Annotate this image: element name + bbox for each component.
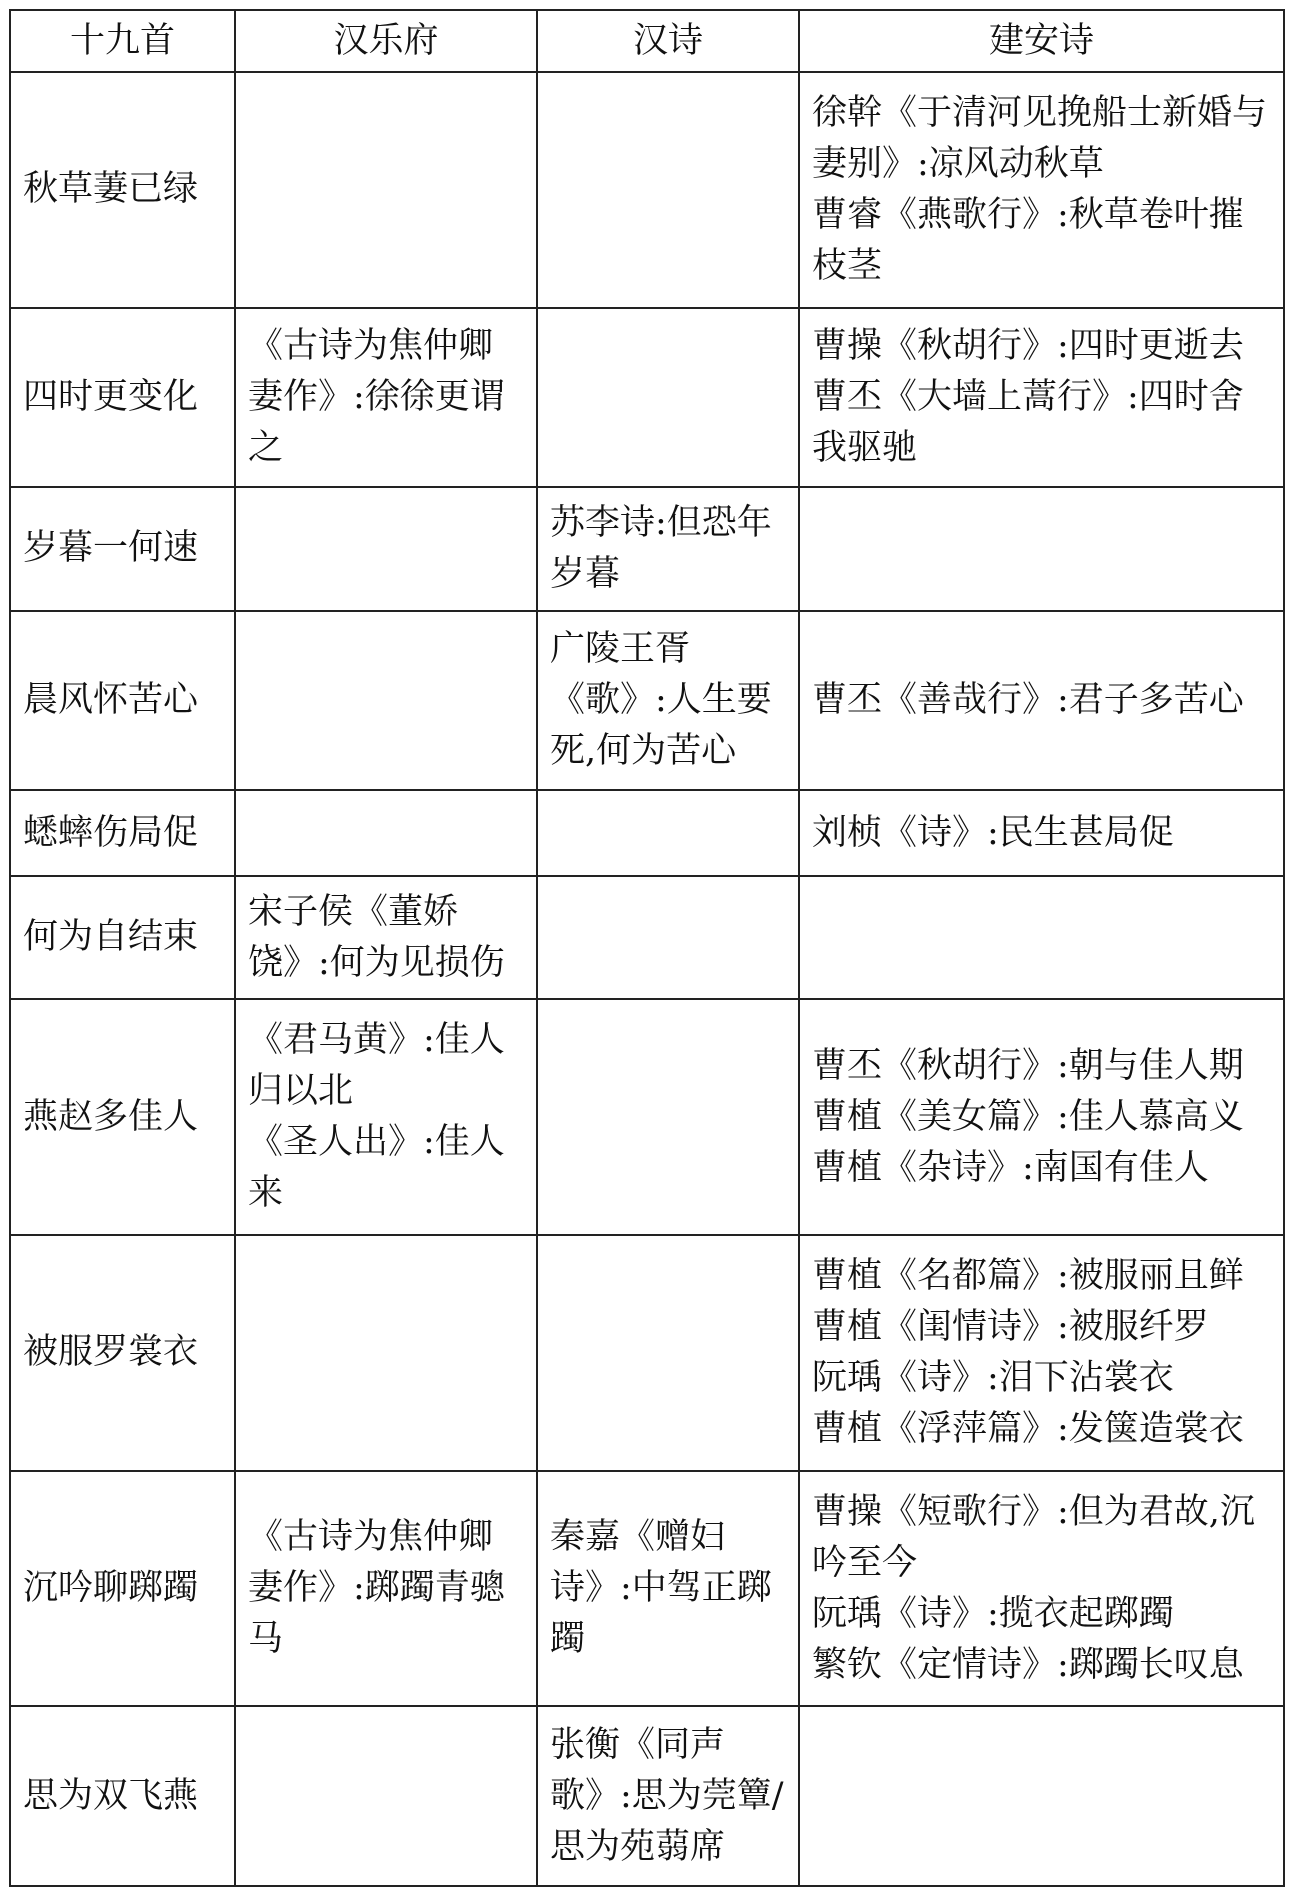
citation-line: 曹操《秋胡行》:四时更逝去 [812, 325, 1244, 366]
phrase-cell: 思为双飞燕 [10, 1706, 235, 1886]
yuefu-cell [235, 1471, 537, 1707]
citation-line: 《古诗为焦仲卿妻作》:徐徐更谓之 [248, 325, 505, 468]
phrase-cell: 蟋蟀伤局促 [10, 790, 235, 876]
hanshi-cell [537, 876, 799, 999]
citation-line: 广陵王胥《歌》:人生要死,何为苦心 [550, 628, 772, 771]
citation-line: 张衡《同声歌》:思为莞簟/思为苑蒻席 [550, 1724, 784, 1867]
table-row [10, 790, 1284, 876]
phrase-cell: 秋草萋已绿 [10, 72, 235, 308]
header-cell-jianan: 建安诗 [799, 10, 1284, 72]
hanshi-cell [537, 1706, 799, 1886]
jianan-cell [799, 611, 1284, 791]
hanshi-cell [537, 611, 799, 791]
phrase-cell: 岁暮一何速 [10, 487, 235, 610]
header-cell-hanshi: 汉诗 [537, 10, 799, 72]
citation-line: 曹丕《善哉行》:君子多苦心 [812, 679, 1244, 720]
table-row [10, 876, 1284, 999]
jianan-cell [799, 1235, 1284, 1471]
table-body [10, 72, 1284, 1886]
citation-line: 苏李诗:但恐年岁暮 [550, 502, 772, 594]
citation-line: 《圣人出》:佳人来 [248, 1122, 505, 1214]
hanshi-cell [537, 790, 799, 876]
jianan-cell [799, 308, 1284, 488]
hanshi-cell [537, 487, 799, 610]
yuefu-cell [235, 308, 537, 488]
jianan-cell [799, 72, 1284, 308]
jianan-cell [799, 1471, 1284, 1707]
phrase-cell: 燕赵多佳人 [10, 999, 235, 1235]
table-row [10, 611, 1284, 791]
citation-line: 《古诗为焦仲卿妻作》:踯躅青骢马 [248, 1517, 505, 1660]
jianan-cell [799, 1706, 1284, 1886]
phrase-cell: 晨风怀苦心 [10, 611, 235, 791]
table-row [10, 1235, 1284, 1471]
hanshi-cell [537, 1235, 799, 1471]
jianan-cell [799, 487, 1284, 610]
hanshi-cell [537, 999, 799, 1235]
citation-line: 繁钦《定情诗》:踯躅长叹息 [812, 1644, 1244, 1685]
hanshi-cell [537, 308, 799, 488]
citation-line: 阮瑀《诗》:泪下沾裳衣 [812, 1357, 1174, 1398]
yuefu-cell [235, 72, 537, 308]
jianan-cell [799, 876, 1284, 999]
citation-line: 曹植《名都篇》:被服丽且鲜 [812, 1255, 1244, 1296]
table-row [10, 1706, 1284, 1886]
jianan-cell [799, 999, 1284, 1235]
citation-line: 《君马黄》:佳人归以北 [248, 1020, 505, 1112]
hanshi-cell [537, 72, 799, 308]
citation-line: 曹植《浮萍篇》:发箧造裳衣 [812, 1408, 1244, 1449]
citation-line: 徐幹《于清河见挽船士新婚与妻别》:凉风动秋草 [812, 92, 1268, 184]
phrase-cell: 四时更变化 [10, 308, 235, 488]
table-row [10, 487, 1284, 610]
citation-line: 曹操《短歌行》:但为君故,沉吟至今 [812, 1491, 1255, 1583]
citation-line: 秦嘉《赠妇诗》:中驾正踯躅 [550, 1517, 772, 1660]
phrase-cell: 被服罗裳衣 [10, 1235, 235, 1471]
jianan-cell [799, 790, 1284, 876]
yuefu-cell [235, 487, 537, 610]
yuefu-cell [235, 876, 537, 999]
yuefu-cell [235, 1706, 537, 1886]
citation-line: 曹丕《大墙上蒿行》:四时舍我驱驰 [812, 376, 1244, 468]
yuefu-cell [235, 999, 537, 1235]
header-cell-hanyuefu: 汉乐府 [235, 10, 537, 72]
citation-line: 曹睿《燕歌行》:秋草卷叶摧枝茎 [812, 194, 1244, 286]
comparison-table [9, 9, 1285, 1887]
table-row [10, 999, 1284, 1235]
phrase-cell: 沉吟聊踯躅 [10, 1471, 235, 1707]
yuefu-cell [235, 1235, 537, 1471]
citation-line: 刘桢《诗》:民生甚局促 [812, 812, 1174, 853]
citation-line: 曹丕《秋胡行》:朝与佳人期 [812, 1045, 1244, 1086]
hanshi-cell [537, 1471, 799, 1707]
citation-line: 曹植《闺情诗》:被服纤罗 [812, 1306, 1209, 1347]
citation-line: 宋子侯《董娇饶》:何为见损伤 [248, 891, 505, 983]
citation-line: 曹植《杂诗》:南国有佳人 [812, 1147, 1209, 1188]
citation-line: 阮瑀《诗》:揽衣起踯躅 [812, 1593, 1174, 1634]
yuefu-cell [235, 790, 537, 876]
header-cell-shijiushou: 十九首 [10, 10, 235, 72]
table-row [10, 308, 1284, 488]
header-row [10, 10, 1284, 72]
yuefu-cell [235, 611, 537, 791]
table-row [10, 72, 1284, 308]
phrase-cell: 何为自结束 [10, 876, 235, 999]
table-row [10, 1471, 1284, 1707]
citation-line: 曹植《美女篇》:佳人慕高义 [812, 1096, 1244, 1137]
